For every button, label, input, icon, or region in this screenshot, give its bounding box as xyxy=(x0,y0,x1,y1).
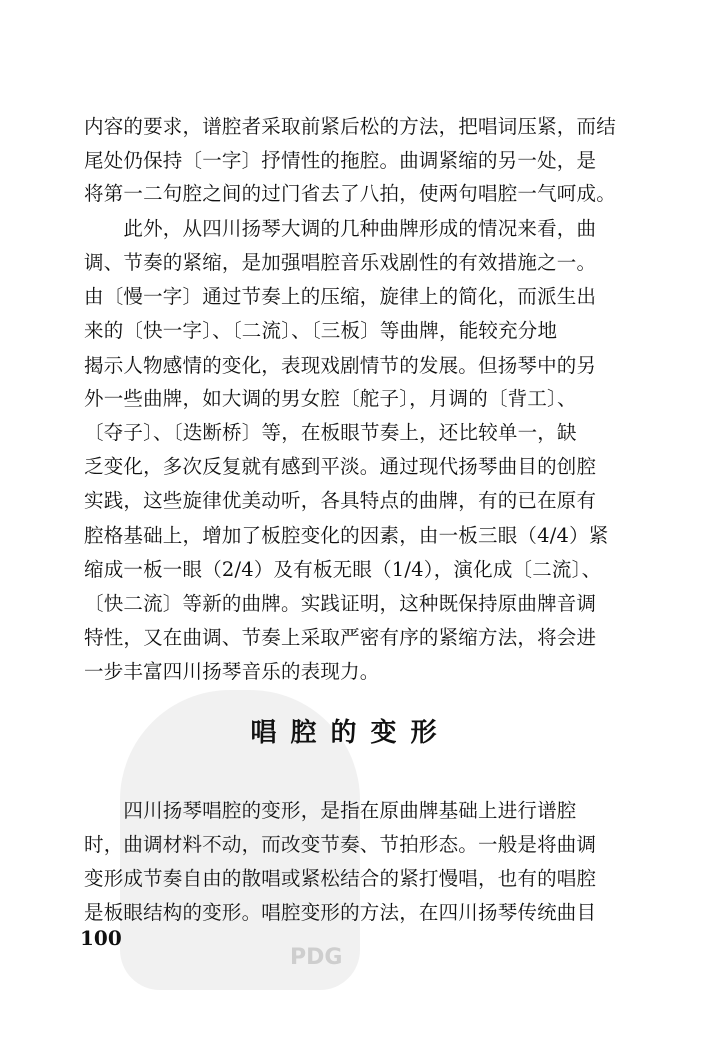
body-line: 特性，又在曲调、节奏上采取严密有序的紧缩方法，将会进 xyxy=(84,626,597,649)
body-line: 来的〔快一字〕、〔二流〕、〔三板〕等曲牌，能较充分地 xyxy=(84,319,558,342)
body-line: 揭示人物感情的变化，表现戏剧情节的发展。但扬琴中的另 xyxy=(84,354,597,377)
body-line: 内容的要求，谱腔者采取前紧后松的方法，把唱词压紧，而结 xyxy=(84,115,616,138)
body-line: 是板眼结构的变形。唱腔变形的方法，在四川扬琴传统曲目 xyxy=(84,901,597,924)
body-line: 腔格基础上，增加了板腔变化的因素，由一板三眼（4/4）紧 xyxy=(84,524,609,547)
body-line: 尾处仍保持〔一字〕抒情性的拖腔。曲调紧缩的另一处，是 xyxy=(84,149,597,172)
watermark-text: PDG xyxy=(290,945,343,970)
body-line: 此外，从四川扬琴大调的几种曲牌形成的情况来看，曲 xyxy=(84,217,597,240)
body-line: 时，曲调材料不动，而改变节奏、节拍形态。一般是将曲调 xyxy=(84,833,597,856)
body-line: 缩成一板一眼（2/4）及有板无眼（1/4），演化成〔二流〕、 xyxy=(84,558,602,581)
body-line: 〔夺子〕、〔迭断桥〕等，在板眼节奏上，还比较单一，缺 xyxy=(84,421,577,444)
body-line: 实践，这些旋律优美动听，各具特点的曲牌，有的已在原有 xyxy=(84,489,597,512)
body-line: 调、节奏的紧缩，是加强唱腔音乐戏剧性的有效措施之一。 xyxy=(84,251,597,274)
body-line: 〔快二流〕等新的曲牌。实践证明，这种既保持原曲牌音调 xyxy=(84,592,597,615)
body-line: 变形成节奏自由的散唱或紧松结合的紧打慢唱，也有的唱腔 xyxy=(84,867,597,890)
section-heading: 唱腔的变形 xyxy=(250,718,451,748)
body-line: 外一些曲牌，如大调的男女腔〔舵子〕，月调的〔背工〕、 xyxy=(84,387,577,410)
body-line: 由〔慢一字〕通过节奏上的压缩，旋律上的简化，而派生出 xyxy=(84,285,597,308)
body-line: 一步丰富四川扬琴音乐的表现力。 xyxy=(84,660,380,683)
body-line: 四川扬琴唱腔的变形，是指在原曲牌基础上进行谱腔 xyxy=(84,799,577,822)
body-line: 将第一二句腔之间的过门省去了八拍，使两句唱腔一气呵成。 xyxy=(84,182,616,205)
page-number: 100 xyxy=(80,926,122,950)
body-line: 乏变化，多次反复就有感到平淡。通过现代扬琴曲目的创腔 xyxy=(84,455,597,478)
